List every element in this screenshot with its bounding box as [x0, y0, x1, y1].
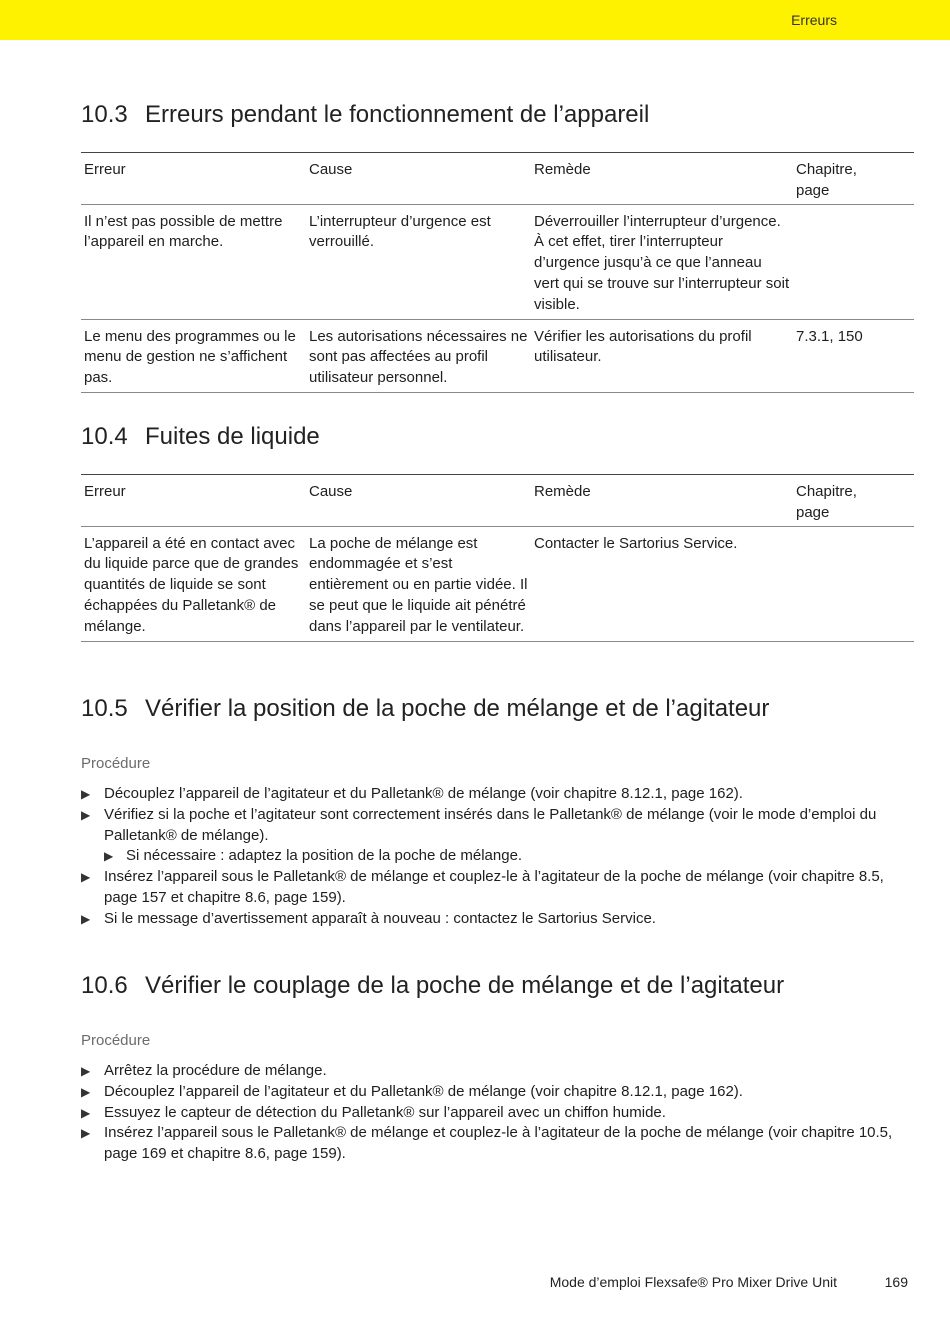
section-title: Vérifier la position de la poche de mélange et de l’agitateur	[145, 695, 770, 722]
cell-cause: L’interrupteur d’urgence est verrouillé.	[309, 212, 491, 251]
section-heading-10-6	[81, 972, 784, 1000]
arrow-right-icon: ▶	[81, 870, 91, 885]
table-header-row	[81, 153, 914, 205]
header-bar	[0, 0, 950, 40]
procedure-label: Procédure	[81, 1032, 151, 1049]
table-row	[81, 204, 914, 319]
column-header: Cause	[309, 483, 353, 500]
table-row	[81, 526, 914, 641]
step-text: Si le message d’avertissement apparaît à nouveau : contactez le Sartorius Service.	[104, 909, 656, 927]
section-title: Fuites de liquide	[145, 423, 320, 450]
column-header: Cause	[309, 161, 353, 178]
section-title: Vérifier le couplage de la poche de mélange et de l’agitateur	[145, 972, 785, 999]
list-item	[81, 1082, 914, 1103]
table-row	[81, 319, 914, 392]
section-heading-10-4	[81, 423, 320, 451]
list-item	[81, 1061, 914, 1082]
liquid-leak-table	[81, 474, 914, 642]
cell-chapitre: 7.3.1, 150	[796, 327, 863, 345]
footer-document-title: Mode d’emploi Flexsafe® Pro Mixer Drive Unit	[549, 1274, 837, 1290]
section-heading-10-3	[81, 101, 649, 129]
step-text: Insérez l’appareil sous le Palletank® de mélange et couplez-le à l’agitateur de la poche de mélange (voir chapitre 8.5, page 157 et chapitre 8.6, page 159).	[104, 868, 884, 906]
step-text: Découplez l’appareil de l’agitateur et du Palletank® de mélange (voir chapitre 8.12.1, page 162).	[104, 1082, 743, 1100]
section-number: 10.4	[81, 423, 128, 450]
section-number: 10.3	[81, 101, 128, 128]
cell-erreur: L’appareil a été en contact avec du liquide parce que de grandes quantités de liquide se sont échappées du Palletank® de mélange.	[84, 534, 299, 635]
column-header: Erreur	[84, 483, 126, 500]
procedure-steps-10-5	[81, 784, 914, 930]
section-number: 10.5	[81, 695, 128, 722]
header-section-title: Erreurs	[791, 12, 837, 28]
cell-erreur: Il n’est pas possible de mettre l’appareil en marche.	[84, 212, 283, 251]
list-item	[81, 867, 914, 909]
cell-remede: Contacter le Sartorius Service.	[534, 534, 738, 552]
cell-remede: Déverrouiller l’interrupteur d’urgence. À cet effet, tirer l’interrupteur d’urgence jusqu’à ce que l’anneau vert qui se trouve sur l’interrupteur soit visible.	[534, 212, 790, 313]
cell-chapitre	[793, 526, 914, 641]
cell-remede: Vérifier les autorisations du profil utilisateur.	[534, 327, 752, 366]
procedure-steps-10-6	[81, 1061, 914, 1165]
section-number: 10.6	[81, 972, 128, 999]
list-item	[81, 805, 914, 847]
list-item	[81, 846, 914, 867]
list-item	[81, 784, 914, 805]
arrow-right-icon: ▶	[81, 1105, 91, 1120]
list-item	[81, 1103, 914, 1124]
step-text: Arrêtez la procédure de mélange.	[104, 1062, 327, 1079]
column-header: Remède	[534, 483, 591, 500]
section-heading-10-5	[81, 695, 769, 723]
cell-erreur: Le menu des programmes ou le menu de gestion ne s’affichent pas.	[84, 327, 296, 387]
cell-chapitre	[793, 204, 914, 319]
arrow-right-icon: ▶	[81, 911, 91, 926]
arrow-right-icon: ▶	[81, 1064, 91, 1078]
section-title: Erreurs pendant le fonctionnement de l’appareil	[145, 101, 650, 128]
list-item	[81, 1123, 914, 1165]
arrow-right-icon: ▶	[104, 849, 114, 864]
cell-cause: Les autorisations nécessaires ne sont pas affectées au profil utilisateur personnel.	[309, 327, 528, 387]
arrow-right-icon: ▶	[81, 807, 91, 822]
list-item	[81, 909, 914, 930]
cell-cause: La poche de mélange est endommagée et s’est entièrement ou en partie vidée. Il se peut que le liquide ait pénétré dans l’appareil par le ventilateur.	[309, 534, 528, 635]
errors-operation-table	[81, 152, 914, 393]
step-text: Découplez l’appareil de l’agitateur et du Palletank® de mélange (voir chapitre 8.12.1, page 162).	[104, 785, 743, 802]
column-header: Chapitre, page	[796, 161, 857, 199]
procedure-label: Procédure	[81, 755, 151, 772]
column-header: Remède	[534, 161, 591, 178]
step-text: Essuyez le capteur de détection du Palletank® sur l’appareil avec un chiffon humide.	[104, 1103, 666, 1121]
column-header: Erreur	[84, 161, 126, 178]
table-header-row	[81, 475, 914, 527]
column-header: Chapitre, page	[796, 483, 857, 521]
step-text: Vérifiez si la poche et l’agitateur sont correctement insérés dans le Palletank® de mélange (voir le mode d’emploi du Palletank® de mélange).	[104, 805, 877, 844]
step-text: Insérez l’appareil sous le Palletank® de mélange et couplez-le à l’agitateur de la poche de mélange (voir chapitre 10.5, page 169 et chapitre 8.6, page 159).	[104, 1124, 893, 1163]
arrow-right-icon: ▶	[81, 1084, 91, 1099]
arrow-right-icon: ▶	[81, 1126, 91, 1141]
arrow-right-icon: ▶	[81, 787, 91, 801]
page-number: 169	[884, 1274, 908, 1290]
step-text: Si nécessaire : adaptez la position de la poche de mélange.	[126, 847, 523, 865]
